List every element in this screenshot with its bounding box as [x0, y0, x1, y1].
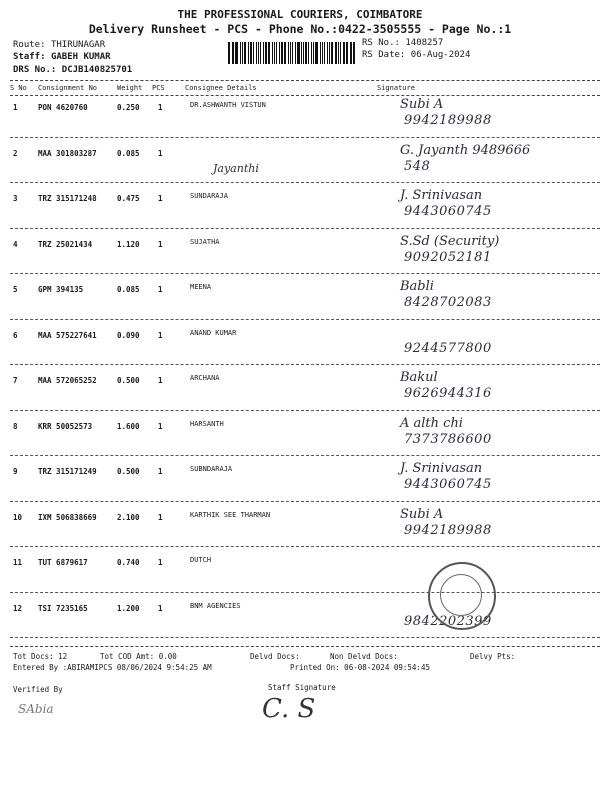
barcode-bar — [311, 42, 312, 64]
row-signature-phone: 9626944316 — [404, 386, 492, 401]
col-pcs: PCS — [152, 84, 165, 92]
barcode-bar — [276, 42, 277, 64]
row-divider — [10, 319, 600, 320]
row-pcs: 1 — [158, 467, 163, 476]
row-pcs: 1 — [158, 103, 163, 112]
row-sno: 9 — [13, 467, 18, 476]
row-consignee: SUNDARAJA — [190, 192, 228, 200]
row-sno: 3 — [13, 194, 18, 203]
staff-signature: C. S — [262, 694, 316, 724]
row-consignee: MEENA — [190, 283, 212, 291]
barcode-bar — [248, 42, 249, 64]
drs-value: DCJB140825701 — [61, 65, 133, 75]
row-pcs: 1 — [158, 558, 163, 567]
barcode-bar — [338, 42, 339, 64]
row-consignee: DR.ASHWANTH VISTUN — [190, 101, 266, 109]
barcode-bar — [331, 42, 333, 64]
barcode-bar — [242, 42, 244, 64]
row-pcs: 1 — [158, 239, 163, 249]
row-weight: 0.085 — [117, 148, 140, 158]
row-pcs: 1 — [158, 285, 163, 294]
row-divider — [10, 364, 600, 365]
rs-date-value: 06-Aug-2024 — [410, 50, 471, 60]
row-signature-phone: 9942189988 — [404, 113, 492, 128]
col-signature: Signature — [377, 84, 415, 92]
staff-value: GABEH KUMAR — [50, 52, 111, 62]
barcode-bar — [272, 42, 273, 64]
row-signature-name: S.Sd (Security) — [400, 233, 500, 249]
barcode-bar — [322, 42, 323, 64]
row2-consignee-signature: Jayanthi — [213, 162, 259, 175]
verified-by-label: Verified By — [13, 685, 63, 694]
row-divider — [10, 455, 600, 456]
rs-date-line: RS Date: 06-Aug-2024 — [362, 50, 471, 60]
tot-docs: Tot Docs: 12 — [13, 652, 68, 661]
row-sno: 7 — [13, 376, 18, 385]
route-value: THIRUNAGAR — [50, 40, 106, 50]
barcode-bar — [284, 42, 286, 64]
row-consignment-no: MAA 301803287 — [38, 148, 97, 158]
barcode — [228, 42, 356, 64]
row-signature-name: A alth chi — [400, 415, 463, 431]
barcode-bar — [240, 42, 241, 64]
barcode-bar — [232, 42, 233, 64]
row-consignee: HARSANTH — [190, 419, 224, 428]
barcode-bar — [305, 42, 307, 64]
row-divider — [10, 637, 600, 638]
barcode-bar — [335, 42, 337, 64]
row-weight: 0.085 — [117, 285, 140, 294]
row-consignment-no: GPM 394135 — [38, 285, 84, 294]
barcode-bar — [340, 42, 341, 64]
barcode-bar — [253, 42, 254, 64]
col-sno: S No — [10, 84, 27, 92]
row-pcs: 1 — [158, 148, 163, 158]
barcode-bar — [320, 42, 322, 64]
row-divider — [10, 273, 600, 274]
barcode-bar — [268, 42, 270, 64]
header-top-rule — [10, 80, 600, 81]
row-signature-name: Subi A — [400, 506, 444, 522]
row-consignment-no: TRZ 315171249 — [38, 467, 97, 476]
rs-no-line: RS No.: 1408257 — [362, 38, 444, 48]
row-signature-phone: 9092052181 — [404, 249, 492, 265]
barcode-bar — [228, 42, 230, 64]
barcode-bar — [324, 42, 325, 64]
barcode-bar — [250, 42, 252, 64]
barcode-bar — [263, 42, 264, 64]
row-signature-phone: 9443060745 — [404, 477, 492, 492]
barcode-bar — [292, 42, 294, 64]
col-weight: Weight — [117, 84, 143, 92]
row-signature-phone: 9842202399 — [404, 613, 492, 629]
row-divider — [10, 228, 600, 229]
barcode-bar — [290, 42, 291, 64]
row-pcs: 1 — [158, 512, 163, 522]
barcode-bar — [256, 42, 257, 64]
row-pcs: 1 — [158, 603, 163, 613]
company-stamp-inner — [440, 574, 482, 616]
row-weight: 1.600 — [117, 421, 140, 431]
non-delvd-docs: Non Delvd Docs: — [330, 652, 398, 661]
row-signature-phone: 9443060745 — [404, 204, 492, 219]
barcode-bar — [297, 42, 299, 64]
barcode-bar — [274, 42, 276, 64]
col-consignee: Consignee Details — [185, 84, 257, 92]
delvy-pts: Delvy Pts: — [470, 652, 516, 661]
barcode-bar — [301, 42, 302, 64]
row-consignee: SUJATHA — [190, 237, 220, 246]
row-divider — [10, 592, 600, 593]
row-signature-phone: 548 — [404, 158, 431, 174]
row-pcs: 1 — [158, 421, 163, 431]
row-consignee: DUTCH — [190, 556, 212, 564]
row-weight: 2.100 — [117, 512, 140, 522]
barcode-bar — [260, 42, 261, 64]
row-signature-phone: 9244577800 — [404, 340, 492, 356]
barcode-bar — [303, 42, 304, 64]
row-consignment-no: IXM 506838669 — [38, 512, 97, 522]
row-signature-phone: 8428702083 — [404, 295, 492, 310]
barcode-bar — [313, 42, 314, 64]
row-sno: 2 — [13, 148, 18, 158]
staff-signature-label: Staff Signature — [268, 683, 336, 692]
barcode-bar — [350, 42, 352, 64]
row-signature-name: Subi A — [400, 97, 444, 112]
row-sno: 8 — [13, 421, 18, 431]
barcode-bar — [343, 42, 345, 64]
row-signature-name: Bakul — [400, 370, 438, 385]
row-consignment-no: TRZ 25021434 — [38, 239, 93, 249]
barcode-bar — [258, 42, 260, 64]
row-signature-phone: 9942189988 — [404, 522, 492, 538]
barcode-bar — [329, 42, 330, 64]
barcode-bar — [346, 42, 347, 64]
row-weight: 0.475 — [117, 194, 140, 203]
barcode-bar — [308, 42, 310, 64]
col-consignment: Consignment No — [38, 84, 98, 92]
row-consignment-no: TSI 7235165 — [38, 603, 88, 613]
row-weight: 1.200 — [117, 603, 140, 613]
row-signature-phone: 7373786600 — [404, 431, 492, 447]
barcode-bar — [233, 42, 234, 64]
row-consignee: ANAND KUMAR — [190, 328, 237, 337]
row-sno: 1 — [13, 103, 18, 112]
barcode-bar — [279, 42, 280, 64]
barcode-bar — [353, 42, 355, 64]
barcode-bar — [244, 42, 246, 64]
row-consignment-no: MAA 572065252 — [38, 376, 97, 385]
row-pcs: 1 — [158, 194, 163, 203]
barcode-bar — [347, 42, 348, 64]
row-divider — [10, 182, 600, 183]
runsheet-title: Delivery Runsheet - PCS - Phone No.:0422-3505555 - Page No.:1 — [88, 22, 512, 36]
row-pcs: 1 — [158, 376, 163, 385]
row-weight: 1.120 — [117, 239, 140, 249]
row-sno: 11 — [13, 558, 23, 567]
row-signature-name: J. Srinivasan — [400, 461, 483, 476]
row-consignment-no: KRR 50052573 — [38, 421, 93, 431]
row-sno: 4 — [13, 239, 18, 249]
delvd-docs: Delvd Docs: — [250, 652, 300, 661]
row-weight: 0.500 — [117, 376, 140, 385]
barcode-bar — [281, 42, 283, 64]
barcode-bar — [295, 42, 296, 64]
row-signature-name: Babli — [400, 279, 434, 294]
row-weight: 0.250 — [117, 103, 140, 112]
barcode-bar — [315, 42, 317, 64]
row-divider — [10, 546, 600, 547]
row-sno: 5 — [13, 285, 18, 294]
row-consignee: BNM AGENCIES — [190, 601, 241, 610]
row-weight: 0.090 — [117, 330, 140, 340]
footer-rule — [10, 646, 600, 647]
row-consignment-no: TUT 6879617 — [38, 558, 88, 567]
route-line: Route: THIRUNAGAR — [13, 40, 106, 50]
verified-signature: SAbia — [18, 702, 54, 716]
row-sno: 12 — [13, 603, 23, 613]
row-consignment-no: TRZ 315171248 — [38, 194, 97, 203]
drs-line: DRS No.: DCJB140825701 — [13, 65, 133, 75]
row-weight: 0.500 — [117, 467, 140, 476]
row-consignment-no: MAA 575227641 — [38, 330, 97, 340]
rs-no-value: 1408257 — [405, 38, 444, 48]
row-pcs: 1 — [158, 330, 163, 340]
row-divider — [10, 501, 600, 502]
staff-line: Staff: GABEH KUMAR — [13, 52, 111, 62]
barcode-bar — [265, 42, 267, 64]
tot-cod: Tot COD Amt: 0.00 — [100, 652, 177, 661]
barcode-bar — [235, 42, 237, 64]
row-consignment-no: PON 4620760 — [38, 103, 88, 112]
barcode-bar — [327, 42, 329, 64]
row-weight: 0.740 — [117, 558, 140, 567]
row-signature-name: J. Srinivasan — [400, 188, 483, 203]
row-signature-name: G. Jayanth 9489666 — [400, 142, 531, 158]
company-name: THE PROFESSIONAL COURIERS, COIMBATORE — [177, 8, 423, 21]
row-divider — [10, 410, 600, 411]
row-consignee: SUBNDARAJA — [190, 465, 233, 473]
header-bottom-rule — [10, 95, 600, 96]
printed-on: Printed On: 06-08-2024 09:54:45 — [290, 663, 430, 672]
barcode-bar — [288, 42, 289, 64]
row-consignee: ARCHANA — [190, 374, 220, 382]
row-divider — [10, 137, 600, 138]
row-consignee: KARTHIK SEE THARMAN — [190, 510, 271, 519]
row-sno: 10 — [13, 512, 23, 522]
entered-by: Entered By :ABIRAMIPCS 08/06/2024 9:54:25 AM — [13, 663, 212, 672]
row-sno: 6 — [13, 330, 18, 340]
